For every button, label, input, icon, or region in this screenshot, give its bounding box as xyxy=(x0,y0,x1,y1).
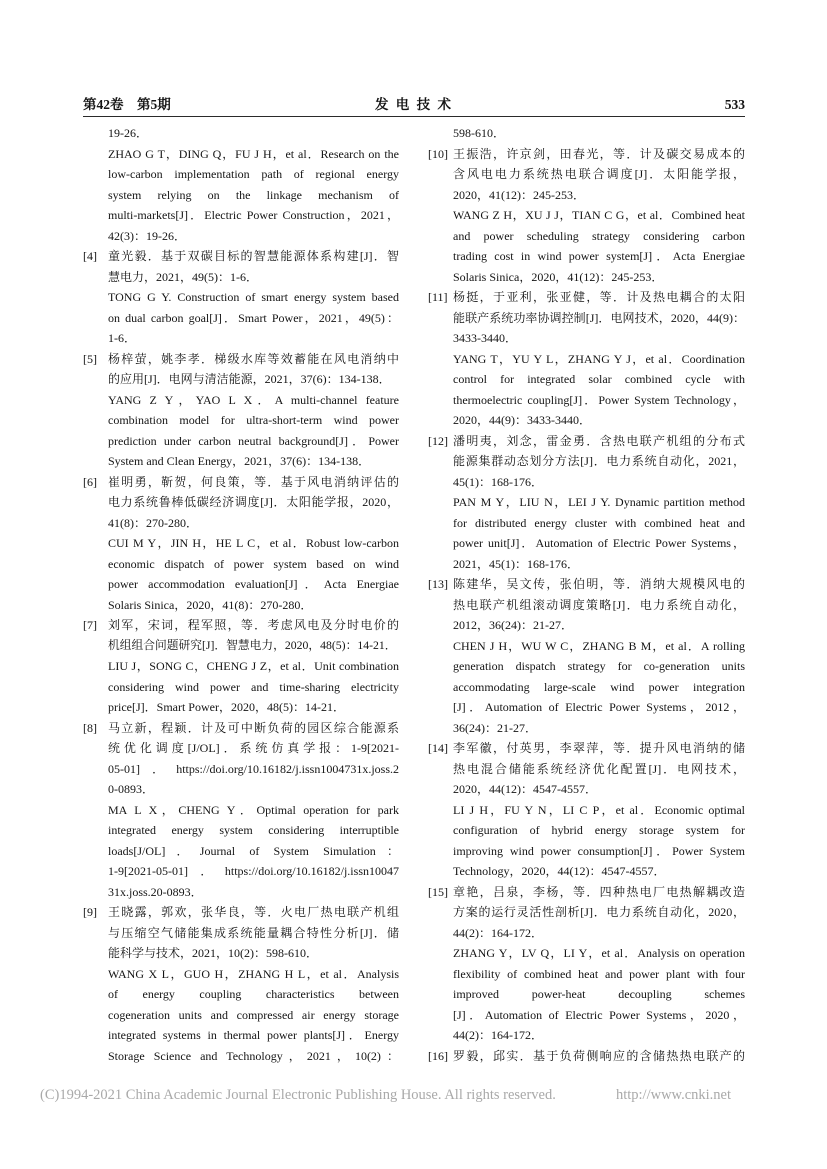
reference-line: integrated energy system considering interruptible xyxy=(108,823,399,837)
reference-translation xyxy=(453,636,745,739)
reference-entry xyxy=(83,718,399,800)
reference-number: [6] xyxy=(83,474,97,489)
reference-line: generation dispatch strategy for co-generation units xyxy=(453,659,745,673)
reference-translation xyxy=(453,943,745,1046)
reference-number: [11] xyxy=(428,290,448,304)
reference-line: 能联产系统功率协调控制[J]．电网技术，2020，44(9)： xyxy=(453,310,745,325)
reference-line: configuration of hybrid energy storage system for xyxy=(453,823,745,837)
reference-line: System and Clean Energy，2021，37(6)：134-138． xyxy=(108,454,371,468)
reference-line: cogeneration units and compressed air energy storage xyxy=(108,1007,399,1022)
reference-translation xyxy=(108,287,399,349)
reference-line: 慧电力，2021，49(5)：1-6． xyxy=(108,269,258,284)
reference-line: MA L X，CHENG Y．Optimal operation for park xyxy=(108,802,399,817)
reference-entry xyxy=(83,246,399,287)
reference-entry xyxy=(428,574,745,636)
reference-line: Storage Science and Technology，2021，10(2)： xyxy=(108,1048,399,1063)
reference-line: 19-26． xyxy=(108,126,148,140)
reference-line: 方案的运行灵活性剖析[J]．电力系统自动化，2020， xyxy=(453,905,745,919)
reference-line: multi-markets[J]．Electric Power Construction，2021， xyxy=(108,208,399,222)
reference-entry xyxy=(428,431,745,493)
reference-line: accommodating large-scale wind power integration xyxy=(453,679,745,694)
reference-line: CHEN J H，WU W C，ZHANG B M，et al．A rolling xyxy=(453,638,745,653)
reference-line: 31x.joss.20-0893． xyxy=(108,884,203,899)
reference-line: 含风电电力系统热电联合调度[J]．太阳能学报， xyxy=(453,167,745,181)
reference-translation xyxy=(108,656,399,718)
reference-line: 能科学与技术，2021，10(2)：598-610． xyxy=(108,946,318,960)
reference-line: trading cost in wind power system[J]．Acta Energiae xyxy=(453,249,745,263)
reference-line: [J]．Automation of Electric Power Systems，2012， xyxy=(453,700,745,714)
reference-line: 36(24)：21-27． xyxy=(453,720,537,735)
reference-line: for distributed energy cluster with combined heat and xyxy=(453,515,745,530)
reference-line: 3433-3440． xyxy=(453,331,517,345)
reference-line: 1-6． xyxy=(108,331,136,345)
reference-line: 2020，44(9)：3433-3440． xyxy=(453,413,591,427)
reference-line: of energy coupling characteristics between xyxy=(108,987,399,1001)
reference-line: control for integrated solar combined cycle with xyxy=(453,372,745,386)
reference-line: 马立新，程颖．计及可中断负荷的园区综合能源系 xyxy=(108,720,399,735)
reference-translation xyxy=(108,390,399,472)
reference-entry xyxy=(428,144,745,206)
reference-line: combination model for ultra-short-term wind power xyxy=(108,413,399,427)
reference-translation xyxy=(453,205,745,287)
reference-line: 1-9[2021-05-01]．https://doi.org/10.16182/j.issn10047 xyxy=(108,864,399,878)
reference-line: 童光毅．基于双碳目标的智慧能源体系构建[J]．智 xyxy=(108,249,399,263)
reference-line: 王振浩，许京剑，田春光，等．计及碳交易成本的 xyxy=(453,146,745,161)
reference-translation xyxy=(108,800,399,903)
reference-line: 电力系统鲁棒低碳经济调度[J]．太阳能学报，2020， xyxy=(108,495,399,509)
reference-line: ZHANG Y，LV Q，LI Y，et al．Analysis on operation xyxy=(453,946,745,960)
reference-line: 机组组合问题研究[J]．智慧电力，2020，48(5)：14-21． xyxy=(108,638,397,652)
reference-translation xyxy=(453,349,745,431)
reference-line: 热电联产机组滚动调度策略[J]．电力系统自动化， xyxy=(453,597,745,612)
reference-entry xyxy=(428,287,745,349)
reference-number: [15] xyxy=(428,884,448,899)
reference-line: power accommodation evaluation[J]．Acta Energiae xyxy=(108,577,399,591)
reference-number: [7] xyxy=(83,618,97,632)
journal-title: 发 电 技 术 xyxy=(374,97,454,112)
reference-line: 王晓露，郭欢，张华良，等．火电厂热电联产机组 xyxy=(108,905,399,919)
reference-number: [8] xyxy=(83,720,97,735)
reference-line: power unit[J]．Automation of Electric Power Systems， xyxy=(453,536,745,550)
reference-line: 44(2)：164-172． xyxy=(453,925,543,940)
reference-line: LIU J，SONG C，CHENG J Z，et al．Unit combination xyxy=(108,659,399,673)
reference-line: 的应用[J]．电网与清洁能源，2021，37(6)：134-138． xyxy=(108,372,391,386)
reference-line: 章艳，吕泉，李杨，等．四种热电厂电热解耦改造 xyxy=(453,884,745,899)
reference-line: price[J]．Smart Power，2020，48(5)：14-21． xyxy=(108,700,345,714)
reference-entry xyxy=(428,1046,745,1067)
reference-line: YANG Z Y，YAO L X．A multi-channel feature xyxy=(108,392,399,407)
reference-line: Solaris Sinica，2020，41(12)：245-253． xyxy=(453,269,664,284)
reference-line: 刘军，宋词，程军照，等．考虑风电及分时电价的 xyxy=(108,618,399,632)
reference-line: system relying on the linkage mechanism of xyxy=(108,187,399,202)
reference-number: [5] xyxy=(83,351,97,366)
reference-number: [9] xyxy=(83,905,97,919)
page-number: 533 xyxy=(724,97,745,112)
reference-entry xyxy=(83,349,399,390)
reference-number: [16] xyxy=(428,1048,448,1063)
reference-entry xyxy=(83,615,399,656)
reference-number: [10] xyxy=(428,146,448,161)
reference-entry xyxy=(83,902,399,964)
reference-continuation xyxy=(453,123,745,144)
reference-line: 杨梓萤，姚李孝．梯级水库等效蓄能在风电消纳中 xyxy=(108,351,399,366)
copyright-notice: (C)1994-2021 China Academic Journal Electronic Publishing House. All rights reserved. xyxy=(40,1087,556,1103)
reference-line: loads[J/OL]．Journal of System Simulation： xyxy=(108,843,399,858)
reference-line: 统优化调度[J/OL]．系统仿真学报：1-9[2021- xyxy=(108,741,399,755)
reference-number: [13] xyxy=(428,577,448,591)
reference-line: Technology，2020，44(12)：4547-4557． xyxy=(453,864,666,878)
reference-line: 能源集群动态划分方法[J]．电力系统自动化，2021， xyxy=(453,454,745,468)
reference-line: considering wind power and time-sharing electricity xyxy=(108,679,399,694)
reference-line: 罗毅，邱实．基于负荷侧响应的含储热热电联产的 xyxy=(453,1048,745,1063)
reference-line: 李军徽，付英男，李翠萍，等．提升风电消纳的储 xyxy=(453,741,745,755)
reference-column-right xyxy=(428,123,745,1066)
reference-line: 杨挺，于亚利，张亚健，等．计及热电耦合的太阳 xyxy=(453,290,745,304)
reference-line: YANG T，YU Y L，ZHANG Y J，et al．Coordination xyxy=(453,351,745,366)
reference-entry xyxy=(428,738,745,800)
reference-line: 41(8)：270-280． xyxy=(108,515,198,530)
header-rule xyxy=(83,116,745,117)
reference-translation xyxy=(108,144,399,247)
reference-line: 2012，36(24)：21-27． xyxy=(453,618,573,632)
reference-line: 598-610． xyxy=(453,126,505,140)
reference-line: low-carbon implementation path of regional energy xyxy=(108,167,399,181)
reference-line: 2021，45(1)：168-176． xyxy=(453,556,579,571)
reference-line: 42(3)：19-26． xyxy=(108,228,186,243)
reference-number: [12] xyxy=(428,433,448,448)
reference-line: WANG X L，GUO H，ZHANG H L，et al．Analysis xyxy=(108,966,399,981)
reference-translation xyxy=(108,533,399,615)
reference-line: 44(2)：164-172． xyxy=(453,1028,543,1042)
reference-line: improved power-heat decoupling schemes xyxy=(453,987,745,1001)
reference-line: TONG G Y. Construction of smart energy system based xyxy=(108,290,399,304)
reference-entry xyxy=(428,882,745,944)
reference-line: flexibility of combined heat and power plant with four xyxy=(453,966,745,981)
reference-number: [14] xyxy=(428,741,448,755)
reference-line: 2020，41(12)：245-253． xyxy=(453,187,585,202)
reference-line: 05-01]．https://doi.org/10.16182/j.issn1004731x.joss.2 xyxy=(108,761,399,776)
reference-line: thermoelectric coupling[J]．Power System Technology， xyxy=(453,392,745,407)
reference-line: 0-0893． xyxy=(108,782,154,796)
reference-line: ZHAO G T，DING Q，FU J H，et al．Research on the xyxy=(108,146,399,161)
reference-column-left xyxy=(83,123,399,1066)
reference-line: 热电混合储能系统经济优化配置[J]．电网技术， xyxy=(453,761,745,776)
reference-line: WANG Z H，XU J J，TIAN C G，et al．Combined heat xyxy=(453,208,745,222)
reference-line: 潘明夷，刘念，雷金勇．含热电联产机组的分布式 xyxy=(453,433,745,448)
reference-line: 2020，44(12)：4547-4557． xyxy=(453,782,597,796)
reference-line: 与压缩空气储能集成系统能量耦合特性分析[J]．储 xyxy=(108,925,399,940)
volume-issue-label: 第42卷 第5期 xyxy=(83,97,171,112)
reference-line: CUI M Y，JIN H，HE L C，et al．Robust low-carbon xyxy=(108,536,399,550)
reference-line: 45(1)：168-176． xyxy=(453,474,543,489)
reference-line: LI J H，FU Y N，LI C P，et al．Economic optimal xyxy=(453,802,745,817)
reference-translation xyxy=(108,964,399,1067)
publisher-url: http://www.cnki.net xyxy=(615,1087,731,1103)
reference-number: [4] xyxy=(83,249,97,263)
reference-continuation xyxy=(108,123,399,144)
reference-line: and power scheduling strategy considering carbon xyxy=(453,228,745,243)
reference-line: 陈建华，吴文传，张伯明，等．消纳大规模风电的 xyxy=(453,577,745,591)
reference-line: 崔明勇，靳贺，何良策，等．基于风电消纳评估的 xyxy=(108,474,399,489)
reference-line: integrated systems in thermal power plants[J]．Energy xyxy=(108,1028,399,1042)
reference-line: on dual carbon goal[J]．Smart Power，2021，49(5)： xyxy=(108,310,399,325)
reference-entry xyxy=(83,472,399,534)
reference-line: [J]．Automation of Electric Power Systems，2020， xyxy=(453,1007,745,1022)
reference-translation xyxy=(453,492,745,574)
reference-line: improving wind power consumption[J]．Power System xyxy=(453,843,745,858)
reference-line: PAN M Y，LIU N，LEI J Y. Dynamic partition method xyxy=(453,495,745,509)
reference-line: prediction under carbon neutral background[J]．Power xyxy=(108,433,399,448)
reference-line: Solaris Sinica，2020，41(8)：270-280． xyxy=(108,597,313,612)
reference-line: economic dispatch of power system based on wind xyxy=(108,556,399,571)
reference-translation xyxy=(453,800,745,882)
